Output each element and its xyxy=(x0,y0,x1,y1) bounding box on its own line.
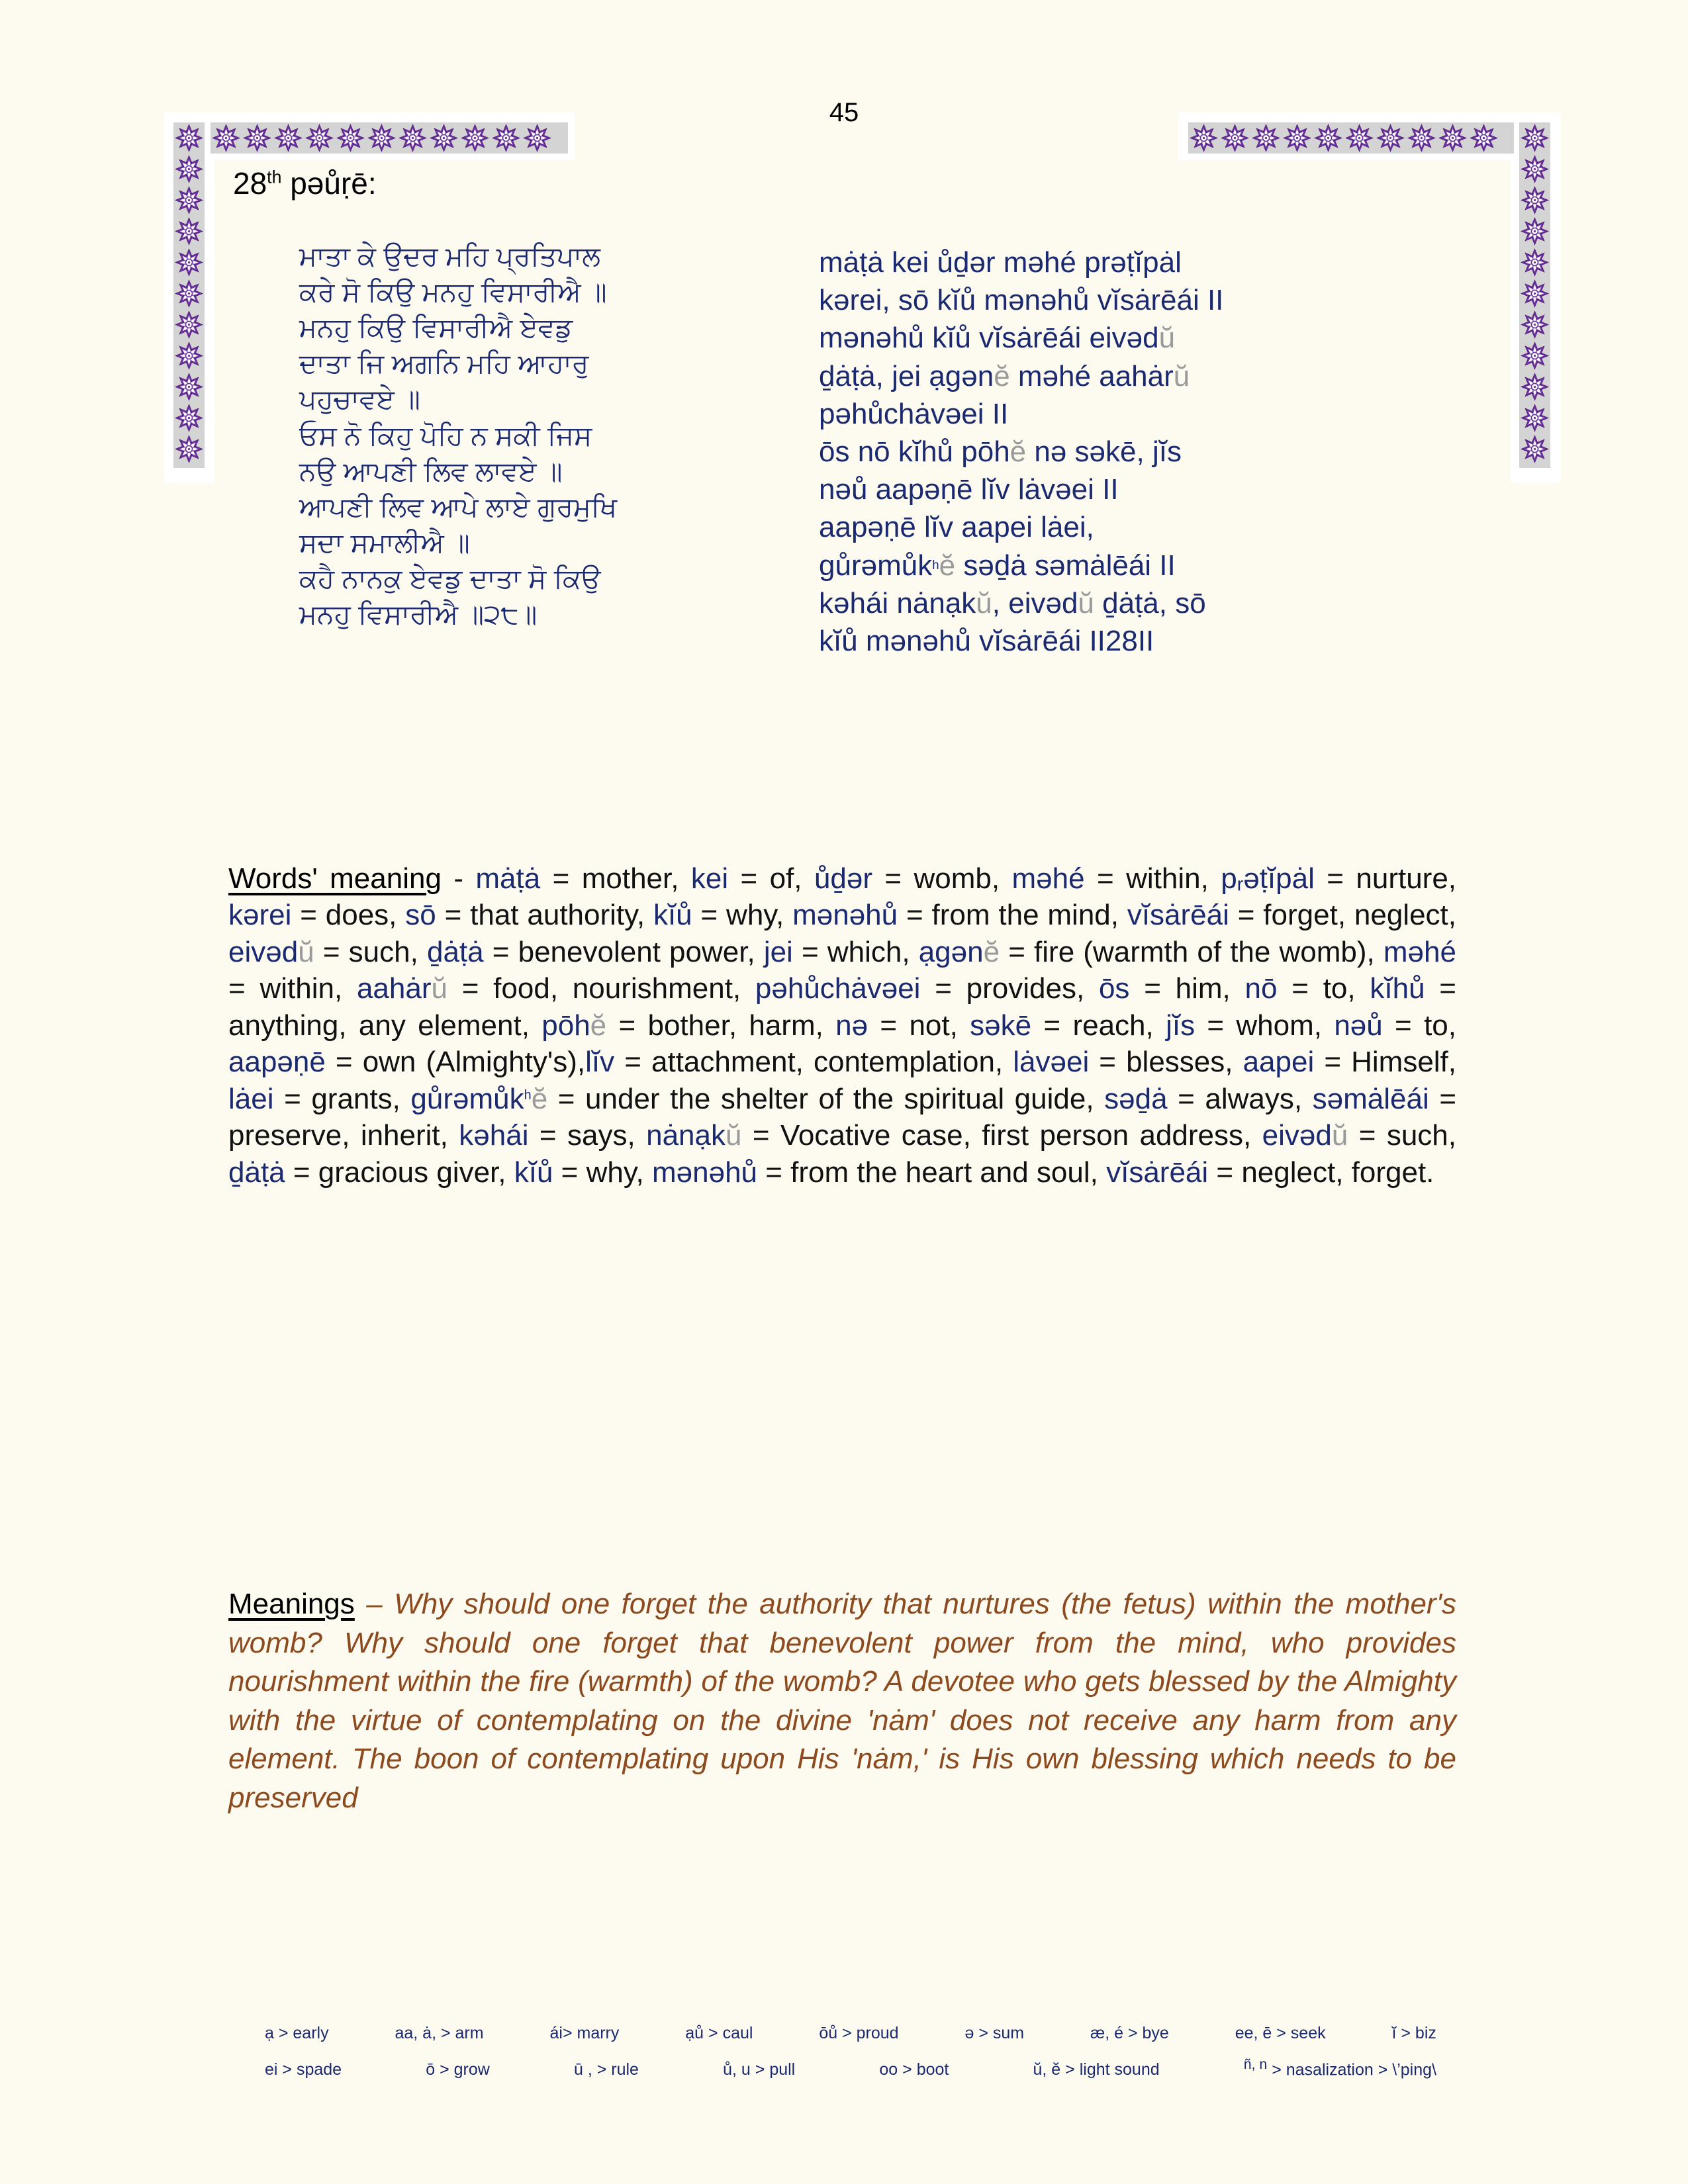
word-gloss: = blesses, xyxy=(1089,1046,1243,1079)
word-gloss: = within, xyxy=(1084,862,1221,895)
word-gloss: = to, xyxy=(1382,1009,1456,1042)
gurmukhi-line: ਓਸ ਨੋ ਕਿਹੁ ਪੋਹਿ ਨ ਸਕੀ ਜਿਸ xyxy=(299,420,592,451)
pauri-number: 28 xyxy=(233,166,267,201)
transliteration-line: mənəhů kĭů vĭsȧrēái eivədŭ xyxy=(819,322,1176,355)
ornament-flower-icon xyxy=(1519,216,1550,247)
transliteration-line: ḏȧṭȧ, jei ạgənĕ məhé aahȧrŭ xyxy=(819,359,1190,392)
word-term: pəhůchȧvəei xyxy=(755,972,921,1005)
ornament-flower-icon xyxy=(1519,340,1550,371)
transliteration-verse-column xyxy=(819,244,1388,660)
word-term: aapei xyxy=(1243,1046,1315,1079)
ornament-flower-icon xyxy=(1519,309,1550,340)
word-term: aahȧrŭ xyxy=(356,972,447,1005)
pronunciation-key-item: ạ > early xyxy=(265,2024,329,2042)
word-term: prəṭĭpȧl xyxy=(1221,862,1315,895)
pronunciation-key-item: ōů > proud xyxy=(819,2024,899,2042)
word-gloss: = from the mind, xyxy=(898,899,1127,932)
word-gloss: = Vocative case, first person address, xyxy=(741,1119,1262,1152)
gurmukhi-line: ਕਰੇ ਸੋ ਕਿਉ ਮਨਹੁ ਵਿਸਾਰੀਐ ॥ xyxy=(299,277,607,308)
word-term: səmȧlēái xyxy=(1312,1082,1429,1115)
transliteration-line: aapəṇē lĭv aapei lȧei, xyxy=(819,511,1094,544)
word-gloss: = grants, xyxy=(273,1082,411,1115)
words-meaning-separator: - xyxy=(441,862,476,895)
word-gloss: = why, xyxy=(553,1156,652,1189)
word-gloss: = attachment, contemplation, xyxy=(614,1046,1013,1079)
word-gloss: = under the shelter of the spiritual guide, xyxy=(547,1082,1105,1115)
pronunciation-key xyxy=(265,2024,1436,2093)
word-gloss: = mother, xyxy=(540,862,691,895)
transliteration-line: mȧṭȧ kei ůḏər məhé prəṭĭpȧl xyxy=(819,246,1182,279)
word-term: ůḏər xyxy=(814,862,873,895)
word-term: ḏȧṭȧ xyxy=(228,1156,285,1189)
word-term: kĭů xyxy=(653,899,692,932)
word-gloss: = which, xyxy=(792,935,919,968)
word-gloss: = fire (warmth of the womb), xyxy=(1000,935,1383,968)
word-gloss: = nurture, xyxy=(1314,862,1457,895)
word-gloss: = forget, neglect, xyxy=(1229,899,1456,932)
pronunciation-key-item: ů, u > pull xyxy=(723,2060,796,2079)
word-term: kəhái xyxy=(459,1119,529,1152)
word-gloss: = womb, xyxy=(872,862,1012,895)
word-term: nəů xyxy=(1334,1009,1383,1042)
transliteration-line: ōs nō kĭhů pōhĕ nə səkē, jĭs xyxy=(819,435,1182,468)
word-term: lȧvəei xyxy=(1013,1046,1090,1079)
word-gloss: = always, xyxy=(1167,1082,1313,1115)
word-gloss: = that authority, xyxy=(436,899,653,932)
pronunciation-key-item: ee, ē > seek xyxy=(1235,2024,1326,2042)
word-gloss: = anything, any element, xyxy=(228,972,1456,1042)
word-term: kei xyxy=(690,862,729,895)
word-term: eivədŭ xyxy=(228,935,314,968)
word-gloss: = provides, xyxy=(920,972,1099,1005)
gurmukhi-line: ਮਨਹੁ ਕਿਉ ਵਿਸਾਰੀਐ ਏਵਡੁ xyxy=(299,312,573,343)
pronunciation-key-row-1 xyxy=(265,2024,1436,2043)
pronunciation-key-item: aa, ȧ, > arm xyxy=(395,2024,484,2042)
word-gloss: = him, xyxy=(1129,972,1245,1005)
pronunciation-key-item: $^{ñ, n}$ > nasalization > \’ping\ xyxy=(1243,2056,1436,2079)
pronunciation-key-item: ə > sum xyxy=(964,2024,1025,2042)
word-term: eivədŭ xyxy=(1262,1119,1348,1152)
transliteration-line: gůrəmůkʰĕ səḏȧ səmȧlēái II xyxy=(819,549,1176,582)
word-term: pōhĕ xyxy=(541,1009,607,1042)
gurmukhi-line: ਮਾਤਾ ਕੇ ਉਦਰ ਮਹਿ ਪ੍ਰਤਿਪਾਲ xyxy=(299,241,600,271)
word-term: lȧei xyxy=(228,1082,274,1115)
word-gloss: = says, xyxy=(528,1119,647,1152)
transliteration-line: kəhái nȧnạkŭ, eivədŭ ḏȧṭȧ, sō xyxy=(819,586,1206,619)
word-term: nə xyxy=(835,1009,868,1042)
ornament-flower-icon xyxy=(1519,402,1550,433)
ornament-flower-icon xyxy=(1519,278,1550,309)
word-term: gůrəmůkʰĕ xyxy=(410,1082,548,1115)
word-term: ōs xyxy=(1098,972,1130,1005)
word-term: kĭů xyxy=(514,1156,553,1189)
word-gloss: = preserve, inherit, xyxy=(228,1082,1457,1152)
word-term: məhé xyxy=(1011,862,1085,895)
verse-section xyxy=(173,232,1517,841)
word-term: lĭv xyxy=(585,1046,615,1079)
word-gloss: = bother, harm, xyxy=(606,1009,836,1042)
word-term: kĭhů xyxy=(1370,972,1425,1005)
word-term: kərei xyxy=(228,899,292,932)
gurmukhi-line: ਸਦਾ ਸਮਾਲੀਐ ॥ xyxy=(299,527,470,558)
pronunciation-key-item: ei > spade xyxy=(265,2060,342,2079)
word-gloss: = why, xyxy=(692,899,793,932)
word-gloss: = to, xyxy=(1277,972,1370,1005)
word-gloss: = neglect, forget. xyxy=(1208,1156,1434,1189)
word-term: mȧṭȧ xyxy=(475,862,541,895)
words-meaning-section xyxy=(228,860,1456,1191)
word-gloss: = does, xyxy=(291,899,406,932)
pronunciation-key-item: ĭ > biz xyxy=(1391,2024,1436,2042)
word-term: nō xyxy=(1244,972,1278,1005)
transliteration-line: kərei, sō kĭů mənəhů vĭsȧrēái II xyxy=(819,284,1224,317)
pronunciation-key-item: oo > boot xyxy=(879,2060,949,2079)
meanings-text: Why should one forget the authority that nurtures (the fetus) within the mother's womb? Why should one forget that benevolent power from the mind, who provides nourishment within the fire (warmth) of the womb? A devotee who gets blessed by the Almighty with the virtue of contemplating on the divine 'nȧm' does not receive any harm from any element. The boon of contemplating upon His 'nȧm,' is His own blessing which needs to be preserved xyxy=(228,1588,1457,1814)
meanings-label: Meanings xyxy=(228,1588,355,1620)
pronunciation-key-row-2 xyxy=(265,2056,1436,2079)
pronunciation-key-item: ō > grow xyxy=(426,2060,490,2079)
word-gloss: = of, xyxy=(728,862,814,895)
word-term: səḏȧ xyxy=(1104,1082,1168,1115)
gurmukhi-verse-column xyxy=(299,238,696,632)
page-number: 45 xyxy=(829,98,859,127)
meanings-section xyxy=(228,1585,1456,1817)
word-term: aapəṇē xyxy=(228,1046,326,1079)
ornament-flower-icon xyxy=(1519,247,1550,278)
word-term: mənəhů xyxy=(652,1156,758,1189)
pronunciation-key-item: ái> marry xyxy=(549,2024,620,2042)
word-gloss: = not, xyxy=(868,1009,970,1042)
gurmukhi-line: ਮਨਹੁ ਵਿਸਾਰੀਐ ॥੨੮॥ xyxy=(299,599,538,630)
word-term: vĭsȧrēái xyxy=(1127,899,1229,932)
word-gloss: = gracious giver, xyxy=(285,1156,514,1189)
gurmukhi-line: ਆਪਣੀ ਲਿਵ ਆਪੇ ਲਾਏ ਗੁਰਮੁਖਿ xyxy=(299,491,618,522)
transliteration-line: pəhůchȧvəei II xyxy=(819,397,1009,430)
meanings-separator: – xyxy=(354,1588,395,1620)
word-gloss: = Himself, xyxy=(1314,1046,1457,1079)
word-gloss: = within, xyxy=(228,972,357,1005)
word-term: məhé xyxy=(1383,935,1456,968)
gurmukhi-line: ਪਹੁਚਾਵਏ ॥ xyxy=(299,384,420,415)
pronunciation-key-item: ạů > caul xyxy=(685,2024,753,2042)
words-meaning-entries xyxy=(228,862,1456,1189)
word-term: sō xyxy=(405,899,436,932)
gurmukhi-line: ਦਾਤਾ ਜਿ ਅਗਨਿ ਮਹਿ ਆਹਾਰੁ xyxy=(299,348,589,379)
word-gloss: = such, xyxy=(314,935,427,968)
word-gloss: = from the heart and soul, xyxy=(757,1156,1107,1189)
ornament-flower-icon xyxy=(173,154,205,185)
ornament-flower-icon xyxy=(1519,154,1550,185)
pronunciation-key-item: æ, é > bye xyxy=(1090,2024,1169,2042)
word-term: vĭsȧrēái xyxy=(1106,1156,1209,1189)
word-gloss: = food, nourishment, xyxy=(447,972,755,1005)
word-term: jĭs xyxy=(1166,1009,1196,1042)
pronunciation-key-item: ŭ, ĕ > light sound xyxy=(1033,2060,1160,2079)
ornament-flower-icon xyxy=(1519,433,1550,465)
word-term: jei xyxy=(763,935,793,968)
word-term: nȧnạkŭ xyxy=(646,1119,742,1152)
word-term: səkē xyxy=(970,1009,1032,1042)
word-gloss: = own (Almighty's), xyxy=(325,1046,586,1079)
decorative-border-right xyxy=(1519,122,1550,468)
word-gloss: = benevolent power, xyxy=(483,935,764,968)
gurmukhi-line: ਕਹੈ ਨਾਨਕੁ ਏਵਡੁ ਦਾਤਾ ਸੋ ਕਿਉ xyxy=(299,563,601,594)
transliteration-line: nəů aapəṇē lĭv lȧvəei II xyxy=(819,473,1119,506)
word-term: mənəhů xyxy=(792,899,898,932)
pronunciation-key-item: ū , > rule xyxy=(573,2060,639,2079)
pauri-ordinal: th xyxy=(267,167,282,187)
ornament-flower-icon xyxy=(173,185,205,216)
pauri-title: pəůṛē: xyxy=(281,166,377,201)
ornament-flower-icon xyxy=(1519,371,1550,402)
words-meaning-label: Words' meaning xyxy=(228,862,442,895)
word-gloss: = reach, xyxy=(1031,1009,1166,1042)
gurmukhi-line: ਨਉ ਆਪਣੀ ਲਿਵ ਲਾਵਏ ॥ xyxy=(299,455,563,486)
page-title xyxy=(233,165,377,201)
word-gloss: = such, xyxy=(1348,1119,1456,1152)
transliteration-line: kĭů mənəhů vĭsȧrēái II28II xyxy=(819,624,1154,657)
ornament-flower-icon xyxy=(1519,185,1550,216)
word-term: ạgənĕ xyxy=(918,935,1000,968)
word-term: ḏȧṭȧ xyxy=(426,935,484,968)
word-gloss: = whom, xyxy=(1195,1009,1335,1042)
